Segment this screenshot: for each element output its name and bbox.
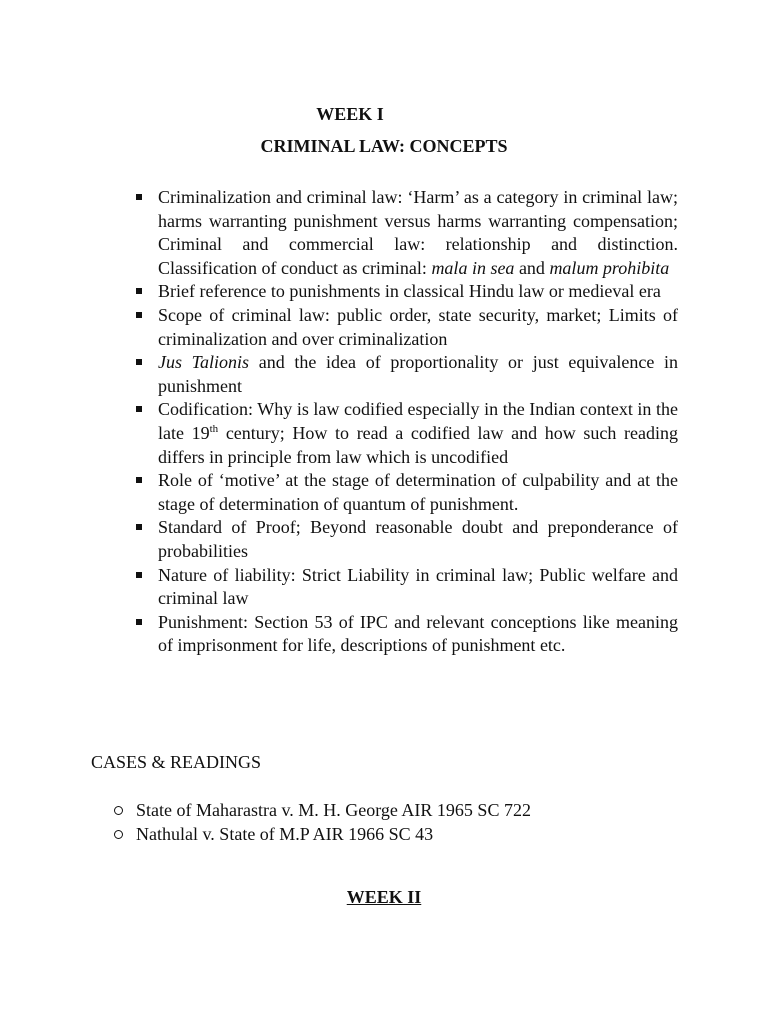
list-item: Punishment: Section 53 of IPC and relevant conceptions like meaning of imprisonment for life, descriptions of punishment etc.	[132, 611, 678, 658]
list-item: Nathulal v. State of M.P AIR 1966 SC 43	[112, 822, 531, 846]
circle-bullet-icon	[114, 830, 123, 839]
list-item: State of Maharastra v. M. H. George AIR 1965 SC 722	[112, 798, 531, 822]
square-bullet-icon	[136, 359, 142, 365]
week-heading: WEEK I	[316, 104, 384, 124]
circle-bullet-icon	[114, 806, 123, 815]
list-item: Brief reference to punishments in classical Hindu law or medieval era	[132, 280, 678, 304]
list-item: Criminalization and criminal law: ‘Harm’ as a category in criminal law; harms warranting punishment versus harms warranting compensation; Criminal and commercial law: relationship and distinction. Classification of conduct as criminal: mala in sea and malum prohibita	[132, 186, 678, 280]
list-item: Nature of liability: Strict Liability in criminal law; Public welfare and criminal law	[132, 564, 678, 611]
square-bullet-icon	[136, 524, 142, 530]
list-item: Scope of criminal law: public order, state security, market; Limits of criminalization and over criminalization	[132, 304, 678, 351]
square-bullet-icon	[136, 619, 142, 625]
list-item: Codification: Why is law codified especially in the Indian context in the late 19th century; How to read a codified law and how such reading differs in principle from law which is uncodified	[132, 398, 678, 469]
list-item: Standard of Proof; Beyond reasonable doubt and preponderance of probabilities	[132, 516, 678, 563]
topic-list	[132, 186, 678, 658]
square-bullet-icon	[136, 194, 142, 200]
list-item: Jus Talionis and the idea of proportionality or just equivalence in punishment	[132, 351, 678, 398]
cases-list	[112, 798, 531, 846]
square-bullet-icon	[136, 406, 142, 412]
list-item: Role of ‘motive’ at the stage of determination of culpability and at the stage of determination of quantum of punishment.	[132, 469, 678, 516]
square-bullet-icon	[136, 288, 142, 294]
square-bullet-icon	[136, 477, 142, 483]
cases-heading: CASES & READINGS	[91, 752, 262, 772]
next-week-heading: WEEK II	[346, 887, 422, 907]
square-bullet-icon	[136, 312, 142, 318]
square-bullet-icon	[136, 572, 142, 578]
section-title: CRIMINAL LAW: CONCEPTS	[260, 136, 508, 156]
